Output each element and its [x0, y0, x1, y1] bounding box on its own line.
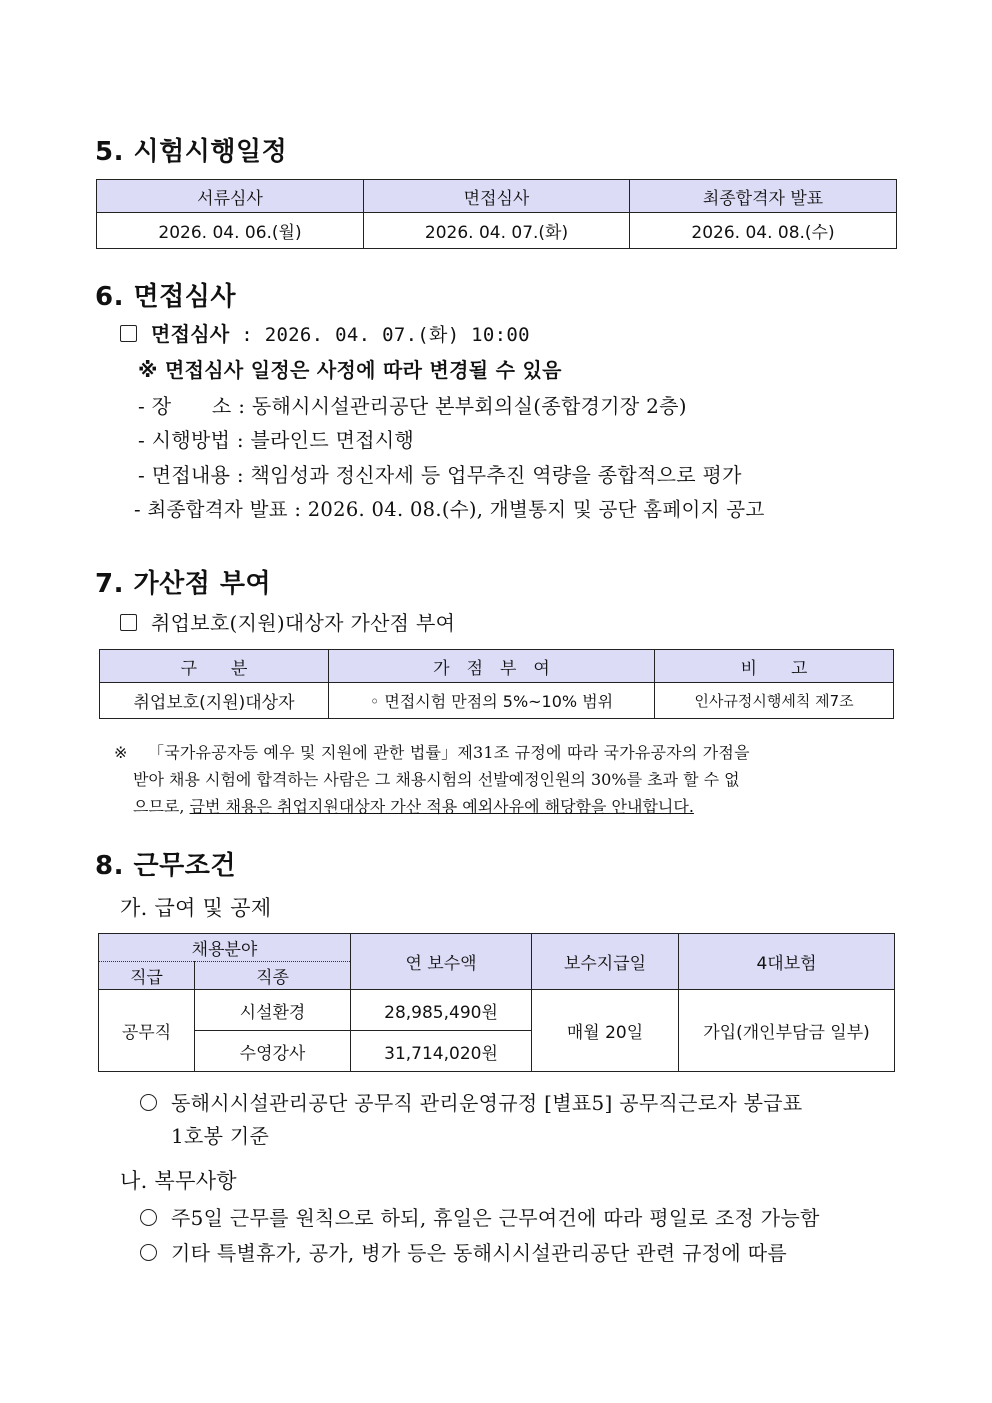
pay-note-line-1 [140, 1087, 803, 1116]
section-8-title: 8. 근무조건 [95, 851, 236, 881]
note-mark: ※ [114, 743, 128, 762]
schedule-table [96, 179, 897, 249]
header-interview: 면접심사 [364, 180, 630, 213]
circle-bullet-icon [140, 1094, 157, 1111]
duty-item-1 [140, 1202, 820, 1231]
interview-content: - 면접내용 : 책임성과 정신자세 등 업무추진 역량을 종합적으로 평가 [138, 463, 742, 487]
job-type-swim: 수영강사 [195, 1031, 351, 1072]
date-interview: 2026. 04. 07.(화) [364, 213, 630, 249]
bonus-remarks: 인사규정시행세칙 제7조 [655, 683, 894, 719]
note-line-3-start: 으므로, [133, 797, 190, 816]
payday-cell: 매월 20일 [532, 990, 679, 1072]
salary-subtitle: 가. 급여 및 공제 [120, 896, 272, 920]
header-payday: 보수지급일 [532, 934, 679, 990]
header-remarks: 비 고 [655, 650, 894, 683]
note-line-3 [133, 793, 694, 820]
header-final-announcement: 최종합격자 발표 [630, 180, 897, 213]
salary-table [98, 933, 895, 1072]
header-bonus: 가 점 부 여 [329, 650, 655, 683]
bonus-table [99, 649, 894, 719]
interview-location: - 장 소 : 동해시시설관리공단 본부회의실(종합경기장 2층) [138, 394, 687, 418]
checkbox-square-icon [120, 325, 137, 342]
note-line-3-underlined: 금번 채용은 취업지원대상자 가산 적용 예외사유에 해당함을 안내합니다. [189, 797, 694, 816]
duty-subtitle: 나. 복무사항 [120, 1169, 237, 1193]
note-line-2: 받아 채용 시험에 합격하는 사람은 그 채용시험의 선발예정인원의 30%를 초과 할 수 없 [133, 770, 740, 789]
pay-note-text-1: 동해시시설관리공단 공무직 관리운영규정 [별표5] 공무직근로자 봉급표 [171, 1091, 803, 1115]
pay-note-line-2: 1호봉 기준 [171, 1124, 270, 1148]
header-annual-pay: 연 보수액 [351, 934, 532, 990]
pay-facility: 28,985,490원 [351, 990, 532, 1031]
header-job-type: 직종 [195, 962, 351, 990]
interview-datetime: : 2026. 04. 07.(화) 10:00 [229, 324, 530, 346]
header-grade: 직급 [99, 962, 195, 990]
insurance-cell: 가입(개인부담금 일부) [679, 990, 895, 1072]
bonus-points-item [120, 607, 455, 636]
header-recruit-field: 채용분야 [99, 934, 351, 962]
section-5-title: 5. 시험시행일정 [95, 137, 288, 167]
note-line-1: 「국가유공자등 예우 및 지원에 관한 법률」제31조 규정에 따라 국가유공자의 가점을 [148, 743, 750, 762]
bonus-range: ◦ 면접시험 만점의 5%~10% 범위 [329, 683, 655, 719]
interview-schedule-line [120, 318, 530, 347]
date-document-review: 2026. 04. 06.(월) [97, 213, 364, 249]
duty-text-2: 기타 특별휴가, 공가, 병가 등은 동해시시설관리공단 관련 규정에 따름 [171, 1241, 787, 1265]
duty-item-2 [140, 1237, 787, 1266]
bonus-points-item-text: 취업보호(지원)대상자 가산점 부여 [151, 611, 456, 635]
interview-label: 면접심사 [151, 322, 230, 346]
final-announcement-line: - 최종합격자 발표 : 2026. 04. 08.(수), 개별통지 및 공단 홈페이지 공고 [134, 498, 765, 521]
interview-method: - 시행방법 : 블라인드 면접시행 [138, 428, 415, 452]
grade-cell: 공무직 [99, 990, 195, 1072]
section-6-title: 6. 면접심사 [95, 282, 236, 312]
pay-swim: 31,714,020원 [351, 1031, 532, 1072]
duty-text-1: 주5일 근무를 원칙으로 하되, 휴일은 근무여건에 따라 평일로 조정 가능함 [171, 1206, 820, 1230]
circle-bullet-icon [140, 1209, 157, 1226]
bonus-category: 취업보호(지원)대상자 [100, 683, 329, 719]
schedule-change-notice: ※ 면접심사 일정은 사정에 따라 변경될 수 있음 [138, 358, 562, 382]
date-final-announcement: 2026. 04. 08.(수) [630, 213, 897, 249]
job-type-facility: 시설환경 [195, 990, 351, 1031]
header-category: 구 분 [100, 650, 329, 683]
circle-bullet-icon [140, 1244, 157, 1261]
header-document-review: 서류심사 [97, 180, 364, 213]
section-7-title: 7. 가산점 부여 [95, 569, 272, 599]
header-insurance: 4대보험 [679, 934, 895, 990]
checkbox-square-icon [120, 614, 137, 631]
